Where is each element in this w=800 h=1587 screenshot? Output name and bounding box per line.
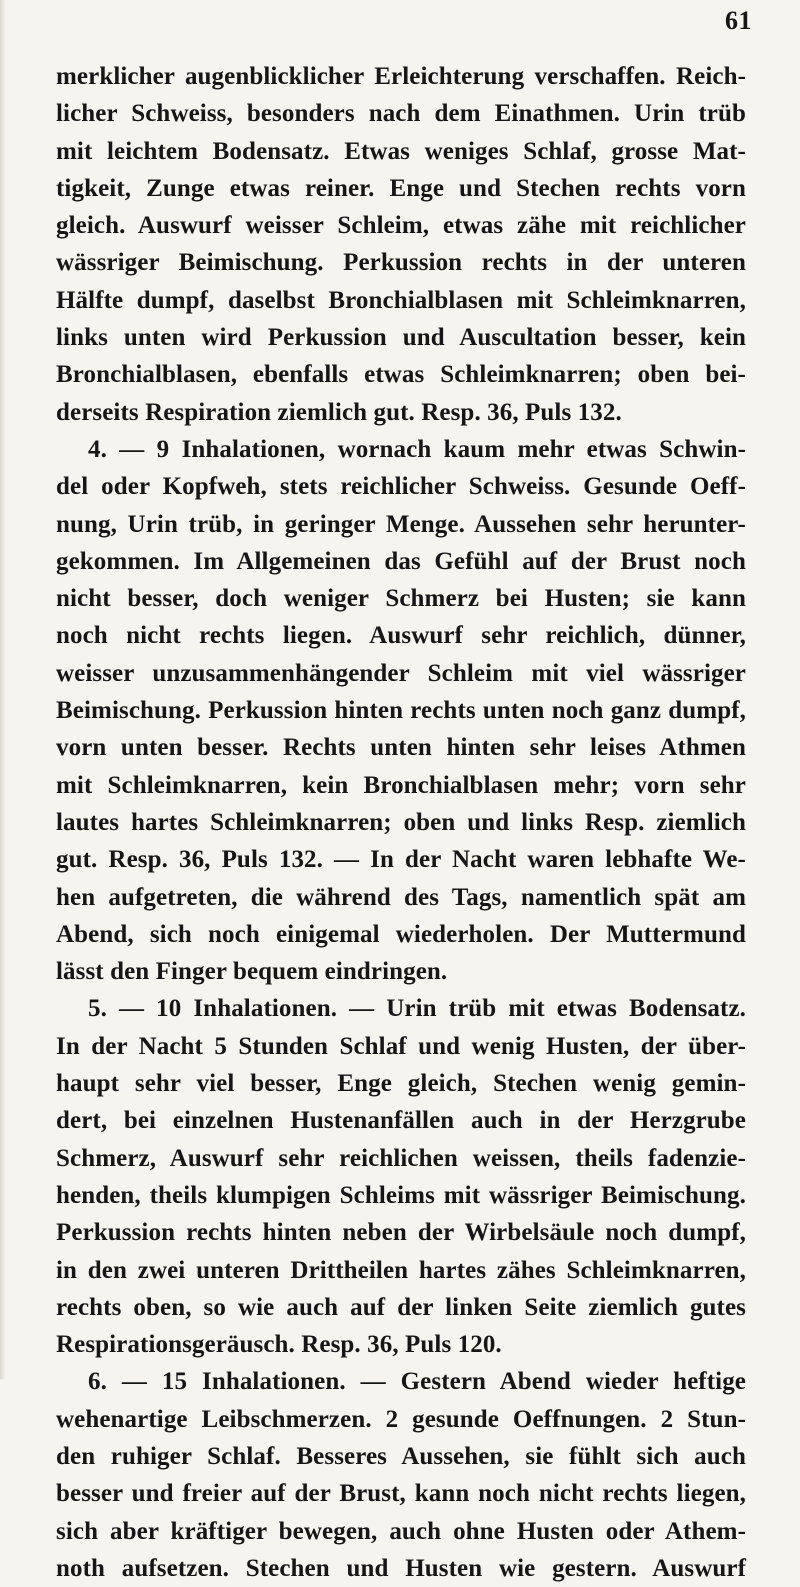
text-line: noch nicht rechts liegen. Auswurf sehr reichlich, dünner, bbox=[56, 622, 746, 650]
text-line: Hälfte dumpf, daselbst Bronchialblasen mit Schleimknarren, bbox=[56, 286, 746, 314]
text-line: derseits Respiration ziemlich gut. Resp. 36, Puls 132. bbox=[56, 398, 622, 426]
text-line: nung, Urin trüb, in geringer Menge. Aussehen sehr herunter- bbox=[56, 510, 746, 538]
text-line: merklicher augenblicklicher Erleichterung verschaffen. Reich- bbox=[56, 63, 746, 90]
text-line: tigkeit, Zunge etwas reiner. Enge und Stechen rechts vorn bbox=[56, 174, 746, 202]
text-line: lässt den Finger bequem eindringen. bbox=[56, 958, 448, 986]
text-line: nicht besser, doch weniger Schmerz bei Husten; sie kann bbox=[56, 585, 746, 613]
text-line: besser und freier auf der Brust, kann noch nicht rechts liegen, bbox=[56, 1480, 746, 1508]
text-line: wässriger Beimischung. Perkussion rechts in der unteren bbox=[56, 249, 746, 277]
text-line: Perkussion rechts hinten neben der Wirbelsäule noch dumpf, bbox=[56, 1219, 746, 1247]
text-line: den ruhiger Schlaf. Besseres Aussehen, sie fühlt sich auch bbox=[56, 1442, 746, 1470]
text-line: 5. — 10 Inhalationen. — Urin trüb mit etwas Bodensatz. bbox=[88, 995, 746, 1023]
text-line: Beimischung. Perkussion hinten rechts unten noch ganz dumpf, bbox=[56, 697, 746, 725]
text-line: vorn unten besser. Rechts unten hinten sehr leises Athmen bbox=[56, 734, 746, 762]
text-line: gekommen. Im Allgemeinen das Gefühl auf der Brust noch bbox=[56, 547, 746, 575]
text-line: noth aufsetzen. Stechen und Husten wie gestern. Auswurf bbox=[56, 1554, 746, 1582]
text-line: in den zwei unteren Drittheilen hartes zähes Schleimknarren, bbox=[56, 1256, 746, 1284]
text-line: links unten wird Perkussion und Auscultation besser, kein bbox=[56, 324, 746, 352]
text-line: 4. — 9 Inhalationen, wornach kaum mehr etwas Schwin- bbox=[88, 435, 746, 463]
text-line: del oder Kopfweh, stets reichlicher Schweiss. Gesunde Oeff- bbox=[56, 473, 746, 501]
text-line: gut. Resp. 36, Puls 132. — In der Nacht waren lebhafte We- bbox=[56, 846, 746, 874]
text-line: dert, bei einzelnen Hustenanfällen auch in der Herzgrube bbox=[56, 1107, 746, 1135]
text-line: mit leichtem Bodensatz. Etwas weniges Schlaf, grosse Mat- bbox=[56, 137, 746, 165]
page-edge-shadow bbox=[0, 0, 6, 1379]
text-line: In der Nacht 5 Stunden Schlaf und wenig Husten, der über- bbox=[56, 1032, 746, 1060]
text-line: lautes hartes Schleimknarren; oben und links Resp. ziemlich bbox=[56, 808, 746, 836]
text-line: henden, theils klumpigen Schleims mit wässriger Beimischung. bbox=[56, 1181, 746, 1209]
page-number: 61 bbox=[725, 6, 752, 35]
text-line: hen aufgetreten, die während des Tags, namentlich spät am bbox=[56, 883, 746, 911]
text-line: sich aber kräftiger bewegen, auch ohne Husten oder Athem- bbox=[56, 1517, 746, 1545]
text-line: 6. — 15 Inhalationen. — Gestern Abend wieder heftige bbox=[88, 1368, 746, 1396]
text-line: rechts oben, so wie auch auf der linken Seite ziemlich gutes bbox=[56, 1293, 746, 1321]
text-line: haupt sehr viel besser, Enge gleich, Stechen wenig gemin- bbox=[56, 1070, 746, 1098]
body-text bbox=[56, 58, 746, 1587]
text-line: mit Schleimknarren, kein Bronchialblasen mehr; vorn sehr bbox=[56, 771, 746, 799]
text-line: licher Schweiss, besonders nach dem Einathmen. Urin trüb bbox=[56, 100, 746, 128]
text-line: Schmerz, Auswurf sehr reichlichen weissen, theils fadenzie- bbox=[56, 1144, 746, 1172]
text-line: Bronchialblasen, ebenfalls etwas Schleimknarren; oben bei- bbox=[56, 361, 746, 389]
text-line: weisser unzusammenhängender Schleim mit viel wässriger bbox=[56, 659, 746, 687]
text-line: wehenartige Leibschmerzen. 2 gesunde Oeffnungen. 2 Stun- bbox=[56, 1405, 746, 1433]
text-line: Abend, sich noch einigemal wiederholen. Der Muttermund bbox=[56, 920, 746, 948]
text-line: gleich. Auswurf weisser Schleim, etwas zähe mit reichlicher bbox=[56, 212, 746, 240]
text-line: Respirationsgeräusch. Resp. 36, Puls 120. bbox=[56, 1331, 502, 1359]
